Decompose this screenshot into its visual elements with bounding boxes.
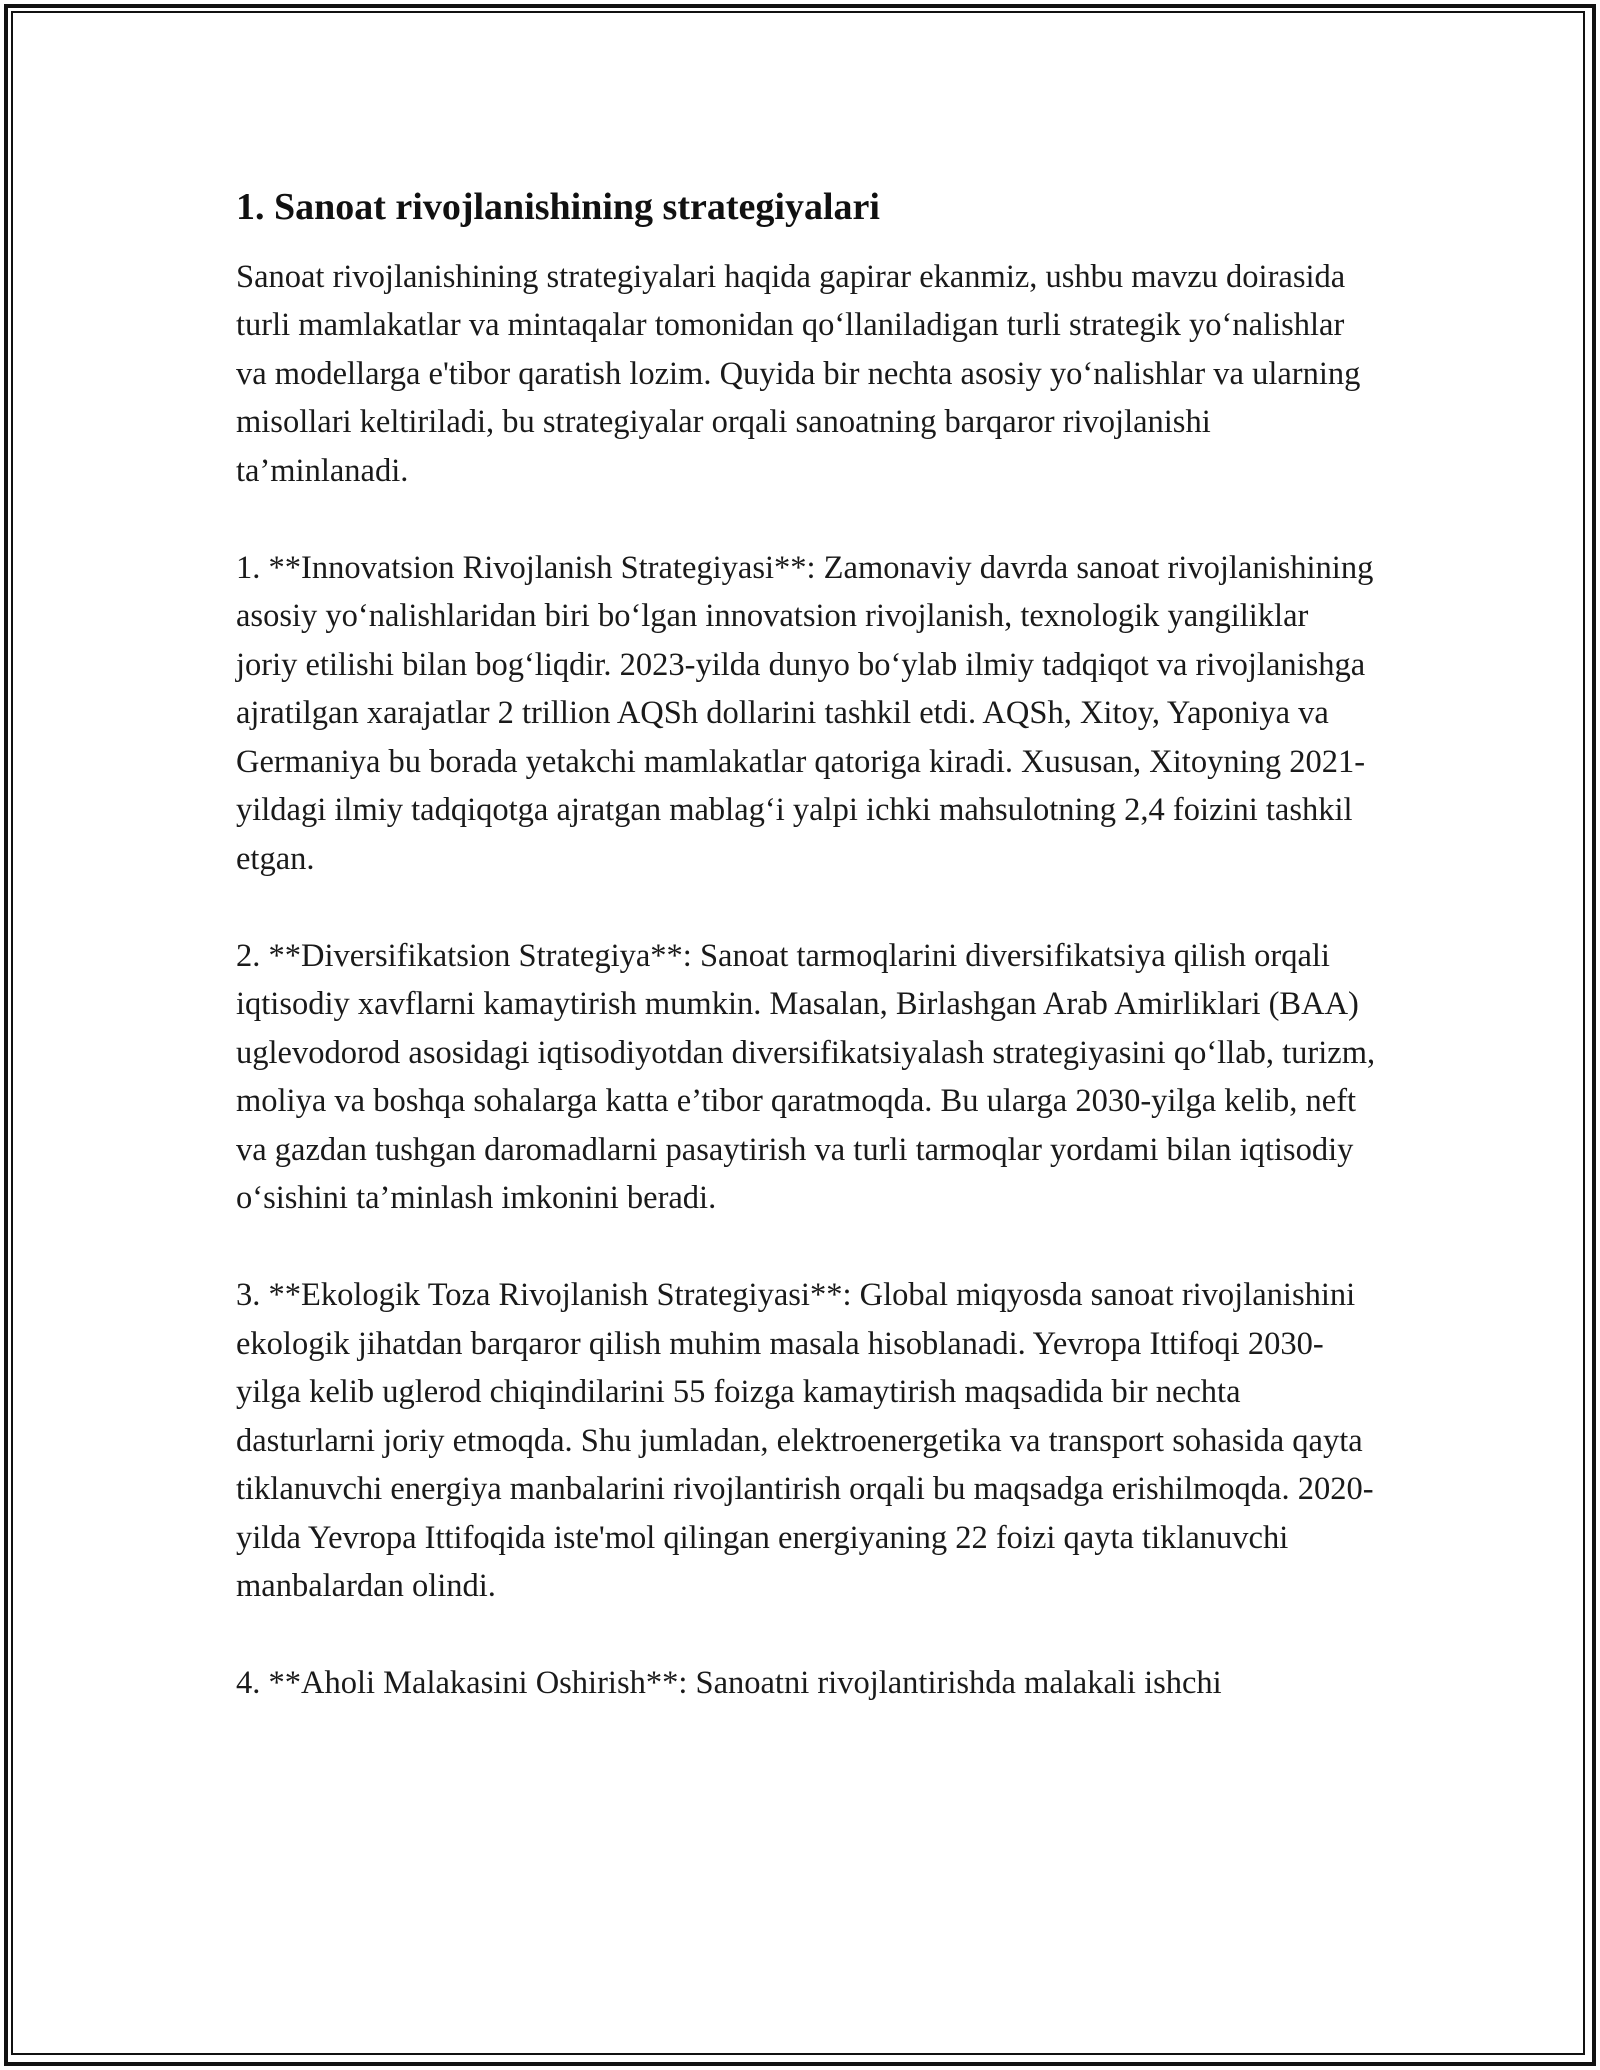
strategy-innovation-paragraph: 1. **Innovatsion Rivojlanish Strategiyasi**: Zamonaviy davrda sanoat rivojlanishining asosiy yo‘nalishlaridan biri bo‘lgan innovatsion rivojlanish, texnologik yangiliklar joriy etilishi bilan bog‘liqdir. 2023-yilda dunyo bo‘ylab ilmiy tadqiqot va rivojlanishga ajratilgan xarajatlar 2 trillion AQSh dollarini tashkil etdi. AQSh, Xitoy, Yaponiya va Germaniya bu borada yetakchi mamlakatlar qatoriga kiradi. Xususan, Xitoyning 2021-yildagi ilmiy tadqiqotga ajratgan mablag‘i yalpi ichki mahsulotning 2,4 foizini tashkil etgan. bbox=[236, 549, 1374, 877]
strategy-diversification-paragraph: 2. **Diversifikatsion Strategiya**: Sanoat tarmoqlarini diversifikatsiya qilish orqali iqtisodiy xavflarni kamaytirish mumkin. Masalan, Birlashgan Arab Amirliklari (BAA) uglevodorod asosidagi iqtisodiyotdan diversifikatsiyalash strategiyasini qo‘llab, turizm, moliya va boshqa sohalarga katta e’tibor qaratmoqda. Bu ularga 2030-yilga kelib, neft va gazdan tushgan daromadlarni pasaytirish va turli tarmoqlar yordami bilan iqtisodiy o‘sishini ta’minlash imkonini beradi. bbox=[236, 937, 1376, 1217]
section-heading: 1. Sanoat rivojlanishining strategiyalari bbox=[236, 186, 880, 228]
intro-paragraph: Sanoat rivojlanishining strategiyalari haqida gapirar ekanmiz, ushbu mavzu doirasida turli mamlakatlar va mintaqalar tomonidan qo‘llaniladigan turli strategik yo‘nalishlar va modellarga e'tibor qaratish lozim. Quyida bir nechta asosiy yo‘nalishlar va ularning misollari keltiriladi, bu strategiyalar orqali sanoatning barqaror rivojlanishi ta’minlanadi. bbox=[236, 258, 1361, 489]
strategy-skills-paragraph: 4. **Aholi Malakasini Oshirish**: Sanoatni rivojlantirishda malakali ishchi bbox=[236, 1665, 1222, 1702]
document-body bbox=[236, 185, 1376, 1756]
strategy-ecological-paragraph: 3. **Ekologik Toza Rivojlanish Strategiyasi**: Global miqyosda sanoat rivojlanishini ekologik jihatdan barqaror qilish muhim masala hisoblanadi. Yevropa Ittifoqi 2030-yilga kelib uglerod chiqindilarini 55 foizga kamaytirish maqsadida bir nechta dasturlarni joriy etmoqda. Shu jumladan, elektroenergetika va transport sohasida qayta tiklanuvchi energiya manbalarini rivojlantirish orqali bu maqsadga erishilmoqda. 2020-yilda Yevropa Ittifoqida iste'mol qilingan energiyaning 22 foizi qayta tiklanuvchi manbalardan olindi. bbox=[236, 1277, 1374, 1605]
